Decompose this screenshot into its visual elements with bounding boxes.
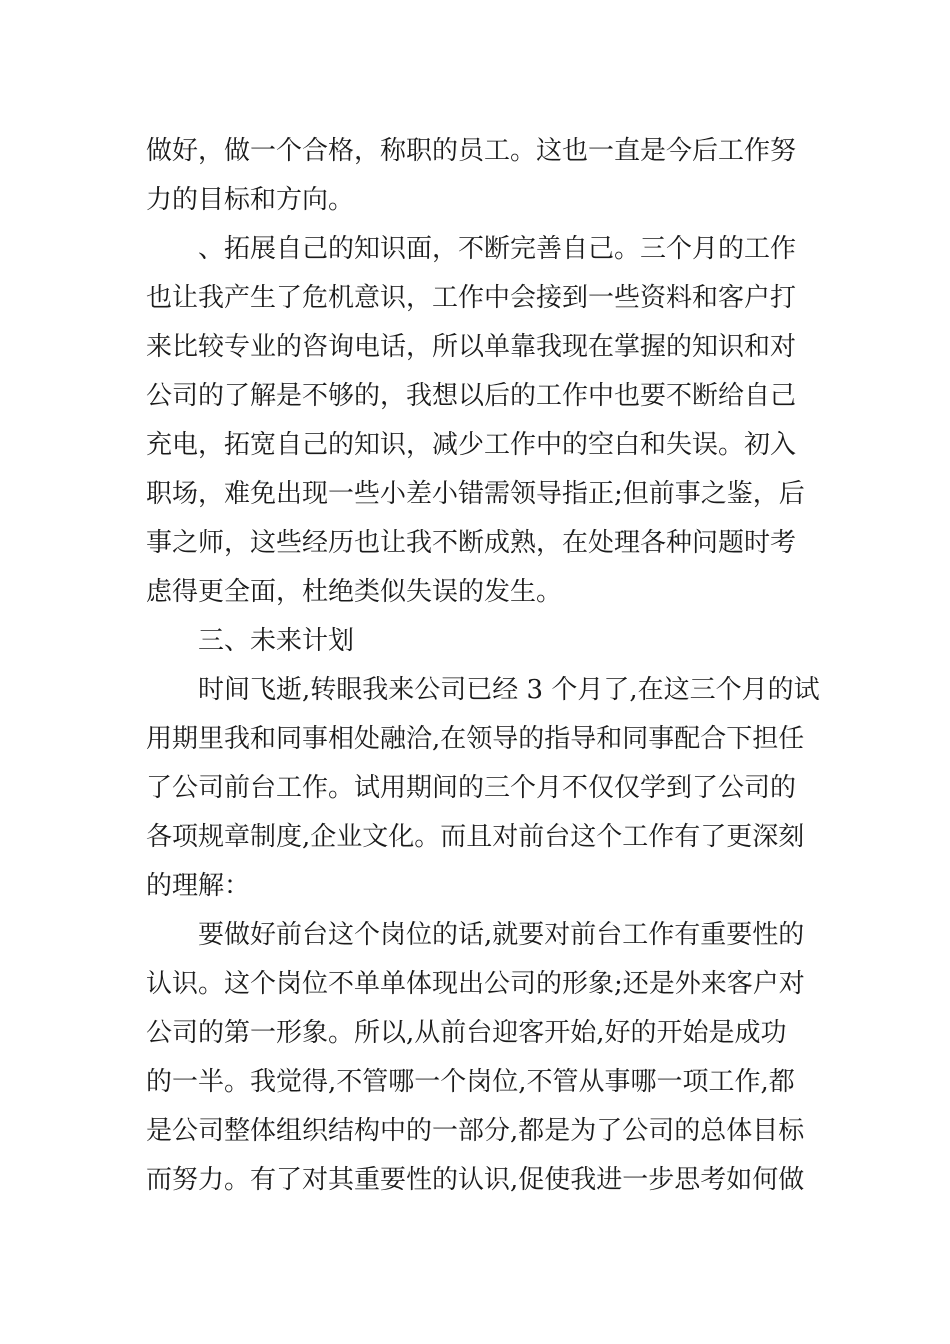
text-line: 充电，拓宽自己的知识，减少工作中的空白和失误。初入 [146, 430, 797, 460]
paragraph-continuation [146, 127, 808, 225]
text-line: 、拓展自己的知识面，不断完善自己。三个月的工作 [198, 234, 797, 264]
text-line: 要做好前台这个岗位的话,就要对前台工作有重要性的 [198, 920, 805, 950]
text-line: 时间飞逝,转眼我来公司已经 3 个月了,在这三个月的试 [198, 675, 820, 705]
section-heading-text: 三、未来计划 [198, 626, 355, 656]
text-line: 事之师，这些经历也让我不断成熟，在处理各种问题时考 [146, 528, 797, 558]
text-line: 各项规章制度,企业文化。而且对前台这个工作有了更深刻 [146, 822, 805, 852]
text-line: 职场，难免出现一些小差小错需领导指正;但前事之鉴，后 [146, 479, 805, 509]
text-line: 认识。这个岗位不单单体现出公司的形象;还是外来客户对 [146, 969, 805, 999]
text-line: 虑得更全面，杜绝类似失误的发生。 [146, 577, 563, 607]
text-line: 的一半。我觉得,不管哪一个岗位,不管从事哪一项工作,都 [146, 1067, 795, 1097]
paragraph-expand-knowledge [146, 225, 808, 617]
document-body [146, 127, 820, 1205]
text-line: 而努力。有了对其重要性的认识,促使我进一步思考如何做 [146, 1165, 805, 1195]
text-line: 也让我产生了危机意识，工作中会接到一些资料和客户打 [146, 283, 797, 313]
text-line: 做好，做一个合格，称职的员工。这也一直是今后工作努 [146, 136, 797, 166]
paragraph-front-desk-importance [146, 911, 808, 1205]
text-line: 来比较专业的咨询电话，所以单靠我现在掌握的知识和对 [146, 332, 797, 362]
text-line: 是公司整体组织结构中的一部分,都是为了公司的总体目标 [146, 1116, 805, 1146]
text-line: 的理解： [146, 871, 251, 901]
paragraph-time-flies [146, 666, 820, 911]
text-line: 公司的了解是不够的，我想以后的工作中也要不断给自己 [146, 381, 797, 411]
section-heading [146, 617, 808, 666]
text-line: 公司的第一形象。所以,从前台迎客开始,好的开始是成功 [146, 1018, 787, 1048]
text-line: 了公司前台工作。试用期间的三个月不仅仅学到了公司的 [146, 773, 797, 803]
text-line: 用期里我和同事相处融洽,在领导的指导和同事配合下担任 [146, 724, 805, 754]
text-line: 力的目标和方向。 [146, 185, 355, 215]
